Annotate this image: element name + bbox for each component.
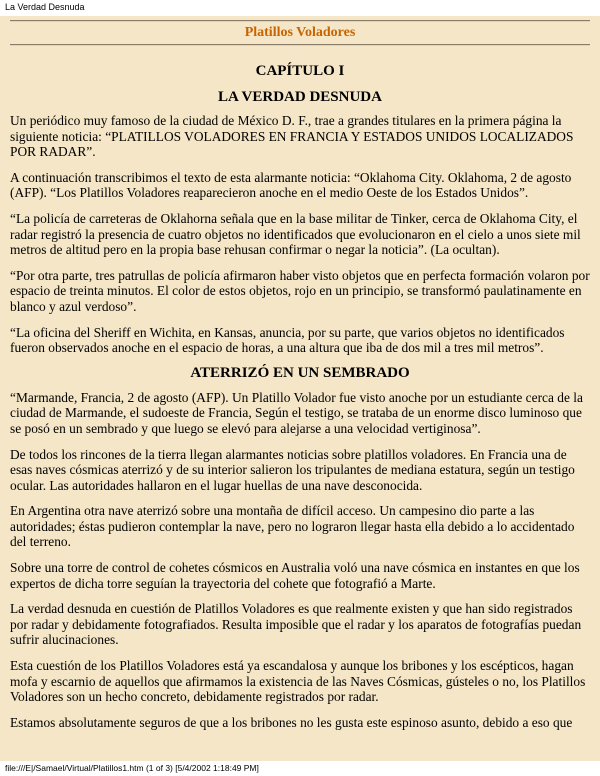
banner-title: Platillos Voladores <box>244 25 356 40</box>
paragraph: Sobre una torre de control de cohetes cósmicos en Australia voló una nave cósmica en instantes en que los expertos de dicha torre seguían la trayectoria del cohete que fotografió a Marte. <box>10 560 580 591</box>
page-body <box>0 16 600 761</box>
paragraph: La verdad desnuda en cuestión de Platillos Voladores es que realmente existen y que han sido registrados por radar y debidamente fotografiados. Resulta imposible que el radar y los aparatos de fotografías puedan sufrir alucinaciones. <box>10 601 582 648</box>
paragraph: “La oficina del Sheriff en Wichita, en Kansas, anuncia, por su parte, que varios objetos no identificados fueron observados anoche en el espacio de horas, a una altura que iba de dos mil a tres mil metros”. <box>10 324 565 356</box>
article <box>0 61 600 730</box>
paragraph: Esta cuestión de los Platillos Voladores está ya escandalosa y aunque los bribones y los escépticos, hagan mofa y escarnio de aquellos que afirmamos la existencia de las Naves Cósmicas, gústeles o no, los Platillos Voladores son un hecho concreto, debidamente registrados por radar. <box>10 658 586 705</box>
paragraph: “Marmande, Francia, 2 de agosto (AFP). Un Platillo Volador fue visto anoche por un estudiante cerca de la ciudad de Marmande, el sudoeste de Francia, Según el testigo, se trataba de un enorme disco luminoso que se posó en un sembrado y que luego se elevó para alejarse a una velocidad vertiginosa”. <box>10 389 583 436</box>
banner-divider <box>10 44 590 46</box>
paragraph: “La policía de carreteras de Oklahorna señala que en la base militar de Tinker, cerca de Oklahoma City, el radar registró la presencia de cuatro objetos no identificados que evolucionaron en el cielo a unos siete mil metros de altitud pero en la propia base rehusan confirmar o negar la noticia”. (La ocultan). <box>10 210 581 258</box>
paragraph: En Argentina otra nave aterrizó sobre una montaña de difícil acceso. Un campesino dio parte a las autoridades; éstas pudieron contemplar la nave, pero no lograron llegar hasta ella debido a lo accidentado del terreno. <box>10 503 575 550</box>
paragraph: “Por otra parte, tres patrullas de policía afirmaron haber visto objetos que en perfecta formación volaron por espacio de treinta minutos. El color de estos objetos, rojo en un principio, se transformó paulatinamente en blanco y azul verdoso”. <box>10 267 590 314</box>
print-header: La Verdad Desnuda <box>5 2 85 12</box>
paragraph: Estamos absolutamente seguros de que a los bribones no les gusta este espinoso asunto, debido a eso que <box>10 714 573 730</box>
paragraph: De todos los rincones de la tierra llegan alarmantes noticias sobre platillos voladores. En Francia una de esas naves cósmicas aterrizó y de su interior salieron los tripulantes de mediana estatura, según un testigo ocular. Las autoridades hallaron en el lugar huellas de una nave desconocida. <box>10 446 575 493</box>
paragraph: A continuación transcribimos el texto de esta alarmante noticia: “Oklahoma City. Oklahoma, 2 de agosto (AFP). “Los Platillos Voladores reaparecieron anoche en el medio Oeste de los Estados Unidos”. <box>10 169 572 201</box>
paragraph: Un periódico muy famoso de la ciudad de México D. F., trae a grandes titulares en la primera página la siguiente noticia: “PLATILLOS VOLADORES EN FRANCIA Y ESTADOS UNIDOS LOCALIZADOS POR RADAR”. <box>10 113 574 160</box>
section-heading: ATERRIZÓ EN UN SEMBRADO <box>190 364 410 381</box>
chapter-title: LA VERDAD DESNUDA <box>218 89 382 105</box>
chapter-heading: CAPÍTULO I <box>255 63 345 79</box>
print-footer: file:///E|/Samael/Virtual/Platillos1.htm (1 of 3) [5/4/2002 1:18:49 PM] <box>5 763 259 773</box>
